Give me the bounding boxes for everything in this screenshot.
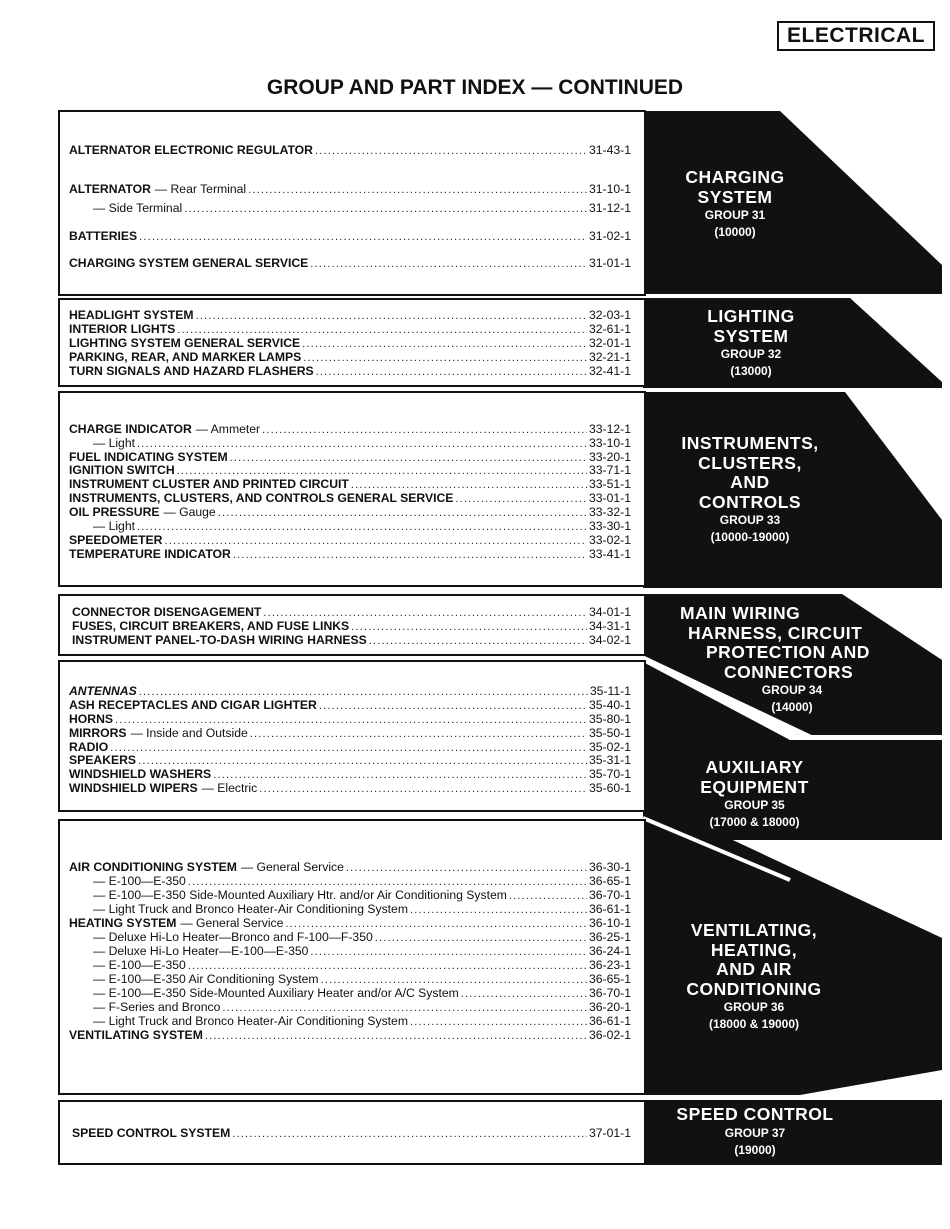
index-entry: BATTERIES ..... 31-02-1 (69, 229, 631, 244)
index-entry: RADIO ..... 35-02-1 (69, 740, 631, 755)
index-entry: IGNITION SWITCH ..... 33-71-1 (69, 463, 631, 478)
charging-tab-label: CHARGING SYSTEM GROUP 31 (10000) (685, 167, 785, 239)
index-entry: CHARGE INDICATOR — Ammeter ..... 33-12-1 (69, 422, 631, 437)
speed-tab-label: SPEED CONTROL GROUP 37 (19000) (676, 1104, 834, 1157)
index-entry: HEATING SYSTEM — General Service ..... 36-10-1 (69, 916, 631, 931)
index-entry: CONNECTOR DISENGAGEMENT ..... 34-01-1 (72, 605, 631, 620)
wiring-tab-label: MAIN WIRING HARNESS, CIRCUIT PROTECTION AND CONNECTORS GROUP 34 (14000) (680, 603, 870, 714)
index-entry: WINDSHIELD WIPERS — Electric ..... 35-60-1 (69, 781, 631, 796)
instruments-tab-label: INSTRUMENTS, CLUSTERS, AND CONTROLS GROUP 33 (10000-19000) (681, 433, 819, 544)
index-entry: LIGHTING SYSTEM GENERAL SERVICE ..... 32-01-1 (69, 336, 631, 351)
index-entry: FUEL INDICATING SYSTEM ..... 33-20-1 (69, 450, 631, 465)
index-entry: — Side Terminal ..... 31-12-1 (69, 201, 631, 216)
index-entry: — Light ..... 33-30-1 (69, 519, 631, 534)
index-entry: INSTRUMENT CLUSTER AND PRINTED CIRCUIT ..... 33-51-1 (69, 477, 631, 492)
index-entry: INSTRUMENT PANEL-TO-DASH WIRING HARNESS ..... 34-02-1 (72, 633, 631, 648)
index-entry: CHARGING SYSTEM GENERAL SERVICE ..... 31-01-1 (69, 256, 631, 271)
index-entry: HEADLIGHT SYSTEM ..... 32-03-1 (69, 308, 631, 323)
index-entry: HORNS ..... 35-80-1 (69, 712, 631, 727)
lighting-tab-label: LIGHTING SYSTEM GROUP 32 (13000) (707, 306, 795, 378)
index-entry: — Deluxe Hi-Lo Heater—Bronco and F-100—F-350 ..... 36-25-1 (69, 930, 631, 945)
index-entry: — Light Truck and Bronco Heater-Air Conditioning System ..... 36-61-1 (69, 1014, 631, 1029)
index-entry: INTERIOR LIGHTS ..... 32-61-1 (69, 322, 631, 337)
index-entry: — Light Truck and Bronco Heater-Air Conditioning System ..... 36-61-1 (69, 902, 631, 917)
index-entry: ASH RECEPTACLES AND CIGAR LIGHTER ..... 35-40-1 (69, 698, 631, 713)
index-entry: ALTERNATOR — Rear Terminal ..... 31-10-1 (69, 182, 631, 197)
index-entry: SPEEDOMETER ..... 33-02-1 (69, 533, 631, 548)
index-entry: ALTERNATOR ELECTRONIC REGULATOR ..... 31-43-1 (69, 143, 631, 158)
index-entry: — E-100—E-350 Side-Mounted Auxiliary Htr. and/or Air Conditioning System ..... 36-70-1 (69, 888, 631, 903)
index-entry: SPEAKERS ..... 35-31-1 (69, 753, 631, 768)
auxiliary-tab-label: AUXILIARY EQUIPMENT GROUP 35 (17000 & 18000) (700, 757, 809, 829)
index-entry: — E-100—E-350 Side-Mounted Auxiliary Heater and/or A/C System ..... 36-70-1 (69, 986, 631, 1001)
index-entry: ANTENNAS ..... 35-11-1 (69, 684, 631, 699)
ventilating-tab-label: VENTILATING, HEATING, AND AIR CONDITIONING GROUP 36 (18000 & 19000) (686, 920, 822, 1031)
index-entry: — F-Series and Bronco ..... 36-20-1 (69, 1000, 631, 1015)
index-entry: FUSES, CIRCUIT BREAKERS, AND FUSE LINKS ..... 34-31-1 (72, 619, 631, 634)
index-entry: AIR CONDITIONING SYSTEM — General Service ..... 36-30-1 (69, 860, 631, 875)
index-entry: — Deluxe Hi-Lo Heater—E-100—E-350 ..... 36-24-1 (69, 944, 631, 959)
index-entry: TEMPERATURE INDICATOR ..... 33-41-1 (69, 547, 631, 562)
page-title: GROUP AND PART INDEX — CONTINUED (266, 76, 684, 99)
index-entry: WINDSHIELD WASHERS ..... 35-70-1 (69, 767, 631, 782)
index-entry: SPEED CONTROL SYSTEM ..... 37-01-1 (72, 1126, 631, 1141)
index-entry: INSTRUMENTS, CLUSTERS, AND CONTROLS GENERAL SERVICE ..... 33-01-1 (69, 491, 631, 506)
index-entry: — E-100—E-350 ..... 36-23-1 (69, 958, 631, 973)
index-entry: TURN SIGNALS AND HAZARD FLASHERS ..... 32-41-1 (69, 364, 631, 379)
index-entry: — E-100—E-350 Air Conditioning System ..... 36-65-1 (69, 972, 631, 987)
index-entry: — Light ..... 33-10-1 (69, 436, 631, 451)
index-entry: OIL PRESSURE — Gauge ..... 33-32-1 (69, 505, 631, 520)
index-entry: — E-100—E-350 ..... 36-65-1 (69, 874, 631, 889)
index-entry: VENTILATING SYSTEM ..... 36-02-1 (69, 1028, 631, 1043)
section-tag: ELECTRICAL (777, 21, 935, 51)
index-entry: PARKING, REAR, AND MARKER LAMPS ..... 32-21-1 (69, 350, 631, 365)
index-entry: MIRRORS — Inside and Outside ..... 35-50-1 (69, 726, 631, 741)
